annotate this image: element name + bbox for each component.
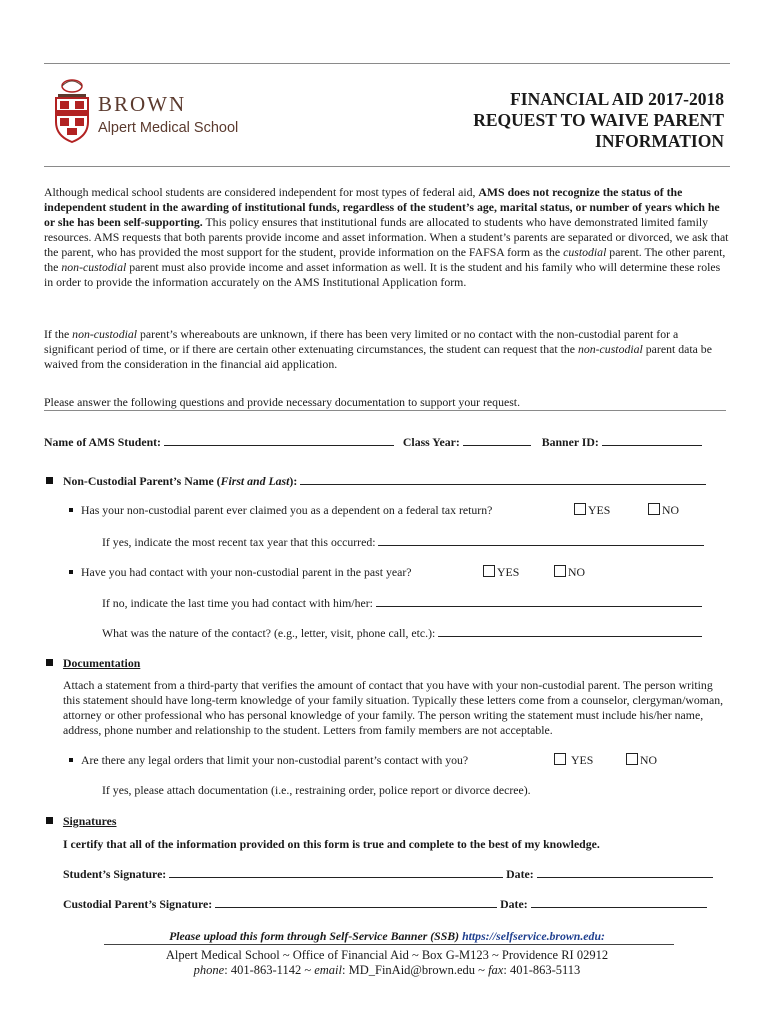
brown-shield-icon [52, 78, 92, 144]
student-date-field[interactable] [537, 866, 713, 878]
intro-text: Although medical school students are considered independent for most types of federal aid, [44, 185, 479, 199]
upload-instruction [44, 929, 730, 944]
certify-statement: I certify that all of the information provided on this form is true and complete to the best of my knowledge. [63, 837, 600, 851]
checkbox[interactable] [554, 753, 566, 765]
no-label: NO [568, 565, 586, 579]
parent-signature-label: Custodial Parent’s Signature: [63, 897, 213, 911]
q2-follow-2-label: What was the nature of the contact? (e.g., letter, visit, phone call, etc.): [102, 626, 436, 640]
question-2-text: Have you had contact with your non-custodial parent in the past year? [80, 565, 412, 579]
checkbox[interactable] [554, 565, 566, 577]
q2-follow-1-label: If no, indicate the last time you had contact with him/her: [102, 596, 373, 610]
upload-text: Please upload this form through Self-Service Banner (SSB) [169, 929, 463, 943]
documentation-body: Attach a statement from a third-party that verifies the amount of contact that you have with your non-custodial parent. The person writing this statement should have long-term knowledge of your family situation. Typically these letters come from a counselor, clergyman/woman, attorney or other professional who has personal knowledge of your family. The person writing the statement must include his/her name, address, phone number and relationship to the student. Letters from family members are not acceptable. [63, 678, 724, 737]
banner-id-label: Banner ID: [541, 435, 599, 449]
intro-paragraph-1 [44, 185, 730, 290]
title-line-3: INFORMATION [595, 131, 724, 151]
intro-paragraph-2 [44, 327, 730, 372]
ncp-name-hint: First and Last [220, 474, 290, 488]
fax-value: : 401-863-5113 [503, 963, 581, 977]
student-signature-label: Student’s Signature: [63, 867, 167, 881]
square-bullet-icon [46, 817, 53, 824]
student-info-row [44, 434, 730, 450]
class-year-label: Class Year: [402, 435, 460, 449]
banner-id-field[interactable] [602, 434, 702, 446]
intro-bold-text: AMS does not recognize the status of the independent student in the awarding of institutional funds, regardless of the student’s age, marital status, or number of years which he or she has been self-supporting. [44, 185, 720, 229]
signatures-heading: Signatures [62, 814, 117, 828]
yes-label: YES [588, 503, 611, 517]
q1-follow-label: If yes, indicate the most recent tax year that this occurred: [102, 535, 376, 549]
q1-yes-option[interactable] [574, 503, 610, 518]
student-name-field[interactable] [164, 434, 394, 446]
signatures-heading-row [46, 814, 117, 829]
page-title [404, 89, 724, 152]
question-3-text: Are there any legal orders that limit your non-custodial parent’s contact with you? [80, 753, 469, 767]
intro-text: parent data be waived from the consideration in the financial aid application. [44, 342, 712, 371]
intro-italic-text: custodial [563, 245, 607, 259]
parent-signature-field[interactable] [215, 896, 497, 908]
checkbox[interactable] [483, 565, 495, 577]
intro-text: parent must also provide income and asset information as well. It is the student and his family who will determine these roles in order to provide the information accurately on the AMS Institutional Application form. [44, 260, 721, 289]
q3-no-option[interactable] [626, 753, 657, 768]
small-bullet-icon [69, 570, 73, 574]
intro-text: parent. The other parent, the [44, 245, 726, 274]
intro-text: parent’s whereabouts are unknown, if there has been very limited or no contact with the non-custodial parent for a significant period of time, or if there are certain other extenuating circumstances, the student can request that the [44, 327, 679, 356]
last-contact-field[interactable] [376, 595, 702, 607]
q3-yes-option[interactable] [554, 753, 593, 768]
phone-label: phone [193, 963, 225, 977]
no-label: NO [640, 753, 658, 767]
question-1-text: Has your non-custodial parent ever claimed you as a dependent on a federal tax return? [80, 503, 493, 517]
q1-no-option[interactable] [648, 503, 679, 518]
footer-address: Alpert Medical School ~ Office of Financial Aid ~ Box G-M123 ~ Providence RI 02912 [165, 948, 609, 962]
q2-yes-option[interactable] [483, 565, 519, 580]
q3-follow-text: If yes, please attach documentation (i.e., restraining order, police report or divorce decree). [102, 783, 531, 797]
fax-label: fax [488, 963, 504, 977]
intro-text: This policy ensures that institutional funds are allocated to students who have demonstrated limited family resources. AMS requests that both parents provide income and asset information. When a student’s parents are separated or divorced, we ask that the parent, who has provided the most support for the student, provide information on the FAFSA form as the [44, 215, 729, 259]
intro-italic-text: non-custodial [577, 342, 643, 356]
parent-date-field[interactable] [531, 896, 707, 908]
question-1 [69, 503, 492, 518]
date-label: Date: [506, 867, 534, 881]
q2-follow-row-2 [102, 625, 728, 641]
ncp-name-colon: ): [289, 474, 298, 488]
instruction-rule [44, 410, 726, 411]
q2-no-option[interactable] [554, 565, 585, 580]
ssb-link[interactable]: https://selfservice.brown.edu: [462, 929, 605, 943]
small-bullet-icon [69, 758, 73, 762]
checkbox[interactable] [626, 753, 638, 765]
logo-wordmark: BROWN [98, 92, 187, 116]
intro-text: If the [44, 327, 73, 341]
square-bullet-icon [46, 659, 53, 666]
student-signature-field[interactable] [169, 866, 503, 878]
brown-logo [52, 78, 92, 149]
contact-nature-field[interactable] [438, 625, 702, 637]
intro-italic-text: non-custodial [61, 260, 127, 274]
footer-contact [44, 963, 730, 978]
documentation-heading: Documentation [62, 656, 141, 670]
square-bullet-icon [46, 477, 53, 484]
q1-follow-row [102, 534, 728, 550]
question-2 [69, 565, 412, 580]
student-signature-row [63, 866, 728, 882]
small-bullet-icon [69, 508, 73, 512]
q2-follow-row-1 [102, 595, 728, 611]
checkbox[interactable] [648, 503, 660, 515]
title-line-2: REQUEST TO WAIVE PARENT [473, 110, 724, 130]
student-name-label: Name of AMS Student: [44, 435, 161, 449]
email-label: email [314, 963, 342, 977]
logo-subtitle: Alpert Medical School [98, 120, 239, 136]
intro-italic-text: non-custodial [72, 327, 138, 341]
documentation-heading-row [46, 656, 140, 671]
header-rule [44, 166, 730, 167]
top-rule [44, 63, 730, 64]
phone-value: : 401-863-1142 ~ [224, 963, 315, 977]
ncp-name-field[interactable] [300, 473, 706, 485]
no-label: NO [662, 503, 680, 517]
ncp-name-row [46, 473, 730, 489]
checkbox[interactable] [574, 503, 586, 515]
footer-rule [104, 944, 674, 945]
yes-label: YES [571, 753, 594, 767]
email-value[interactable]: : MD_FinAid@brown.edu ~ [342, 963, 489, 977]
parent-signature-row [63, 896, 728, 912]
instruction-text: Please answer the following questions and provide necessary documentation to support your request. [44, 395, 521, 409]
date-label: Date: [500, 897, 528, 911]
title-line-1: FINANCIAL AID 2017-2018 [510, 89, 724, 109]
ncp-name-label: Non-Custodial Parent’s Name ( [62, 474, 221, 488]
tax-year-field[interactable] [378, 534, 704, 546]
yes-label: YES [497, 565, 520, 579]
question-3 [69, 753, 468, 768]
class-year-field[interactable] [463, 434, 531, 446]
